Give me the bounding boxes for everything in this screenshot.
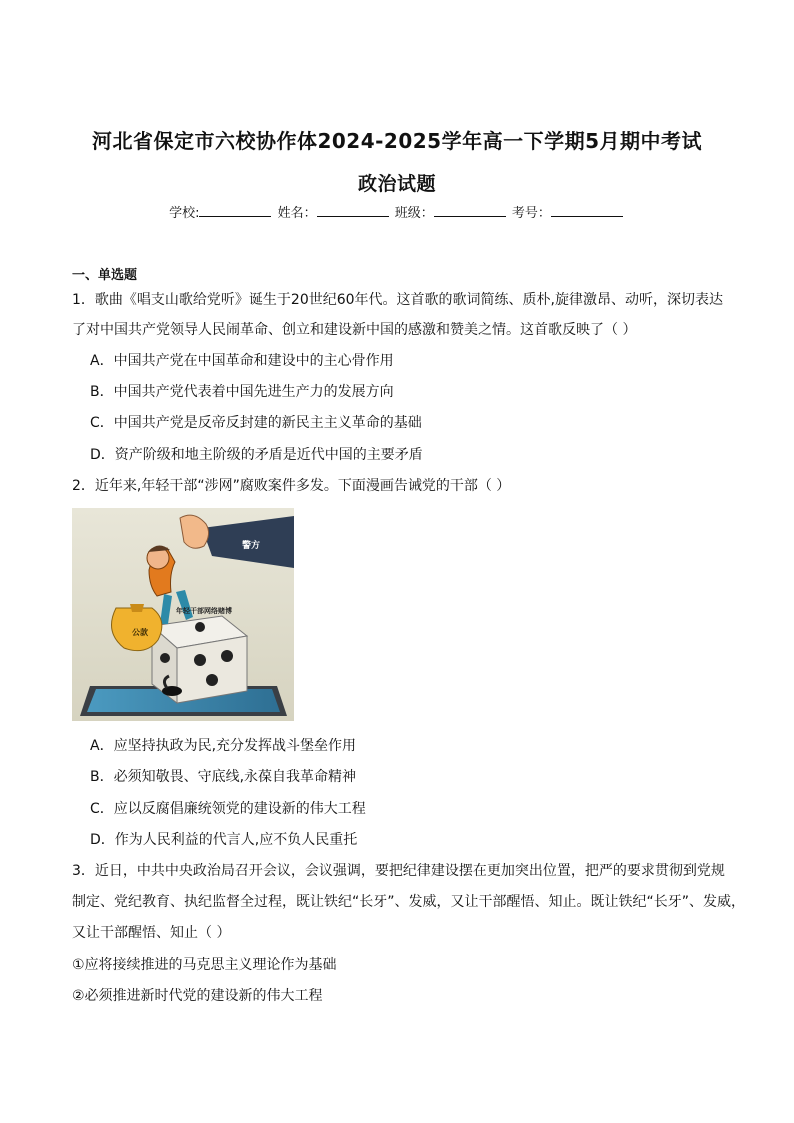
- q2-option-d[interactable]: D．作为人民利益的代言人,应不负人民重托: [90, 832, 358, 848]
- number-blank[interactable]: [551, 204, 623, 217]
- q3-stem-line2: 制定、党纪教育、执纪监督全过程，既让铁纪“长牙”、发威，又让干部醒悟、知止。既让铁纪“长牙”、发威，: [72, 894, 746, 910]
- school-blank[interactable]: [199, 204, 271, 217]
- school-label: 学校:: [169, 206, 200, 221]
- section-title: 一、单选题: [72, 268, 138, 283]
- q2-cartoon-image: [72, 508, 294, 721]
- q1-stem-line1: 1．歌曲《唱支山歌给党听》诞生于20世纪60年代。这首歌的歌词简练、质朴,旋律激昂、动听，深切表达: [72, 292, 723, 308]
- q1-option-d[interactable]: D．资产阶级和地主阶级的矛盾是近代中国的主要矛盾: [90, 447, 423, 463]
- q1-stem-line2: 了对中国共产党领导人民闹革命、创立和建设新中国的感激和赞美之情。这首歌反映了（ ）: [72, 322, 637, 338]
- student-info-line: [0, 202, 794, 221]
- q2-option-c[interactable]: C．应以反腐倡廉统领党的建设新的伟大工程: [90, 801, 366, 817]
- class-blank[interactable]: [434, 204, 506, 217]
- q1-option-b[interactable]: B．中国共产党代表着中国先进生产力的发展方向: [90, 384, 394, 400]
- q1-option-c[interactable]: C．中国共产党是反帝反封建的新民主主义革命的基础: [90, 415, 422, 431]
- q3-item-1: ①应将接续推进的马克思主义理论作为基础: [72, 957, 337, 973]
- number-label: 考号：: [511, 206, 551, 221]
- q2-option-a[interactable]: A．应坚持执政为民,充分发挥战斗堡垒作用: [90, 738, 357, 754]
- q3-stem-line1: 3．近日，中共中央政治局召开会议，会议强调，要把纪律建设摆在更加突出位置，把严的要求贯彻到党规: [72, 863, 725, 879]
- q3-item-2: ②必须推进新时代党的建设新的伟大工程: [72, 988, 323, 1004]
- name-blank[interactable]: [317, 204, 389, 217]
- page-title: 河北省保定市六校协作体2024-2025学年高一下学期5月期中考试: [91, 129, 703, 153]
- q2-stem: 2．近年来,年轻干部“涉网”腐败案件多发。下面漫画告诫党的干部（ ）: [72, 478, 511, 494]
- sleeve-label: 警方: [242, 541, 261, 551]
- page-subtitle: 政治试题: [357, 173, 436, 195]
- q1-option-a[interactable]: A．中国共产党在中国革命和建设中的主心骨作用: [90, 353, 394, 369]
- name-label: 姓名：: [277, 206, 317, 221]
- bag-label: 公款: [132, 628, 148, 637]
- q3-stem-line3: 又让干部醒悟、知止（ ）: [72, 925, 231, 941]
- class-label: 班级：: [394, 206, 434, 221]
- cartoon-caption: 年轻干部网络赌博: [176, 607, 232, 615]
- q2-option-b[interactable]: B．必须知敬畏、守底线,永葆自我革命精神: [90, 769, 357, 785]
